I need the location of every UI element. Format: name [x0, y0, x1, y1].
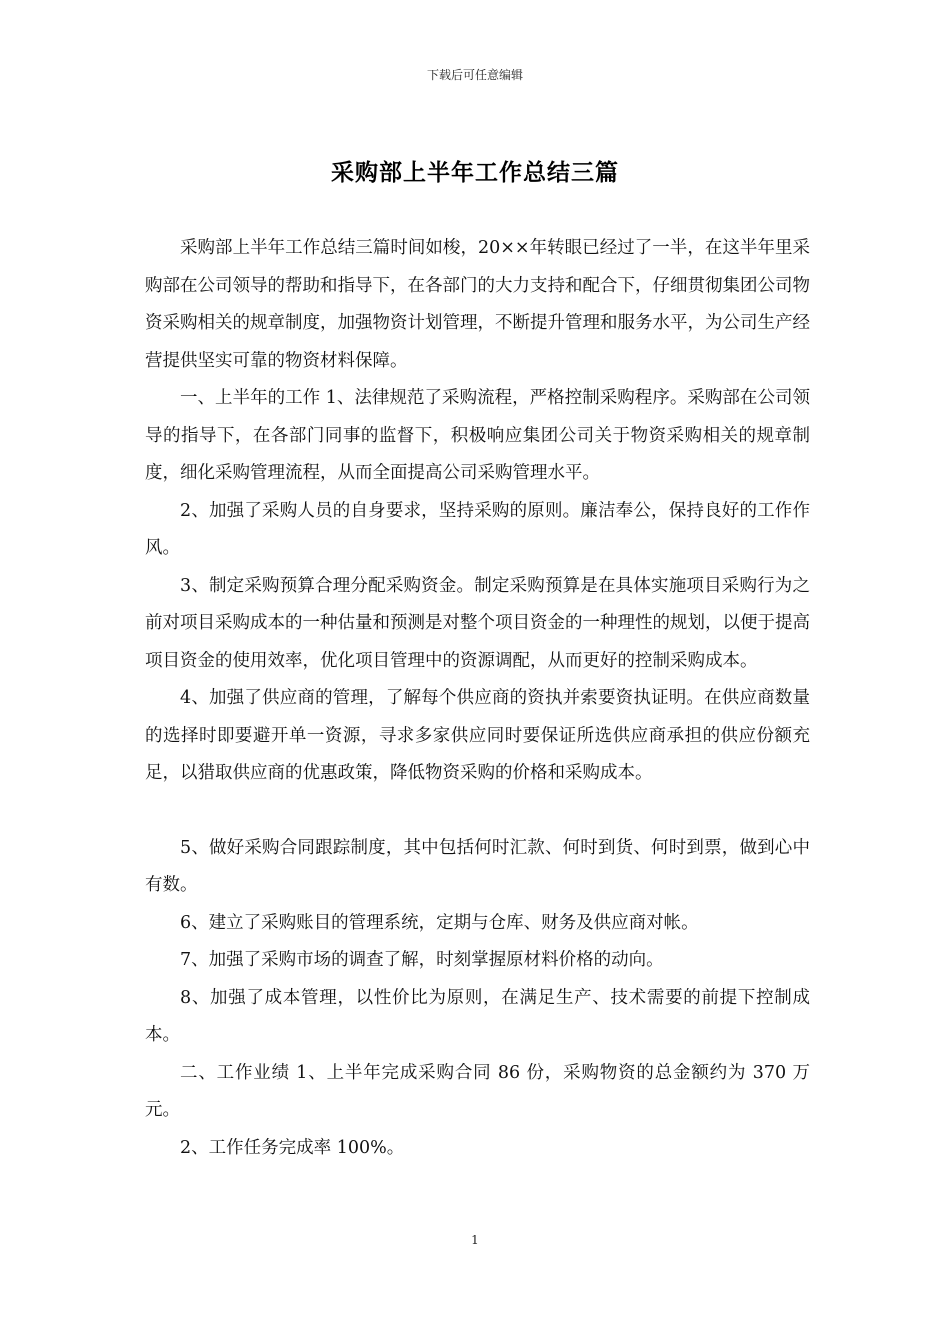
paragraph-item-2: 2、加强了采购人员的自身要求，坚持采购的原则。廉洁奉公，保持良好的工作作风。 [145, 500, 810, 558]
paragraph-section-2-item-2: 2、工作任务完成率 100%。 [180, 1137, 405, 1158]
paragraph-intro: 采购部上半年工作总结三篇时间如梭，20××年转眼已经过了一半，在这半年里采购部在公司领导的帮助和指导下，在各部门的大力支持和配合下，仔细贯彻集团公司物资采购相关的规章制度，加强物资计划管理，不断提升管理和服务水平，为公司生产经营提供坚实可靠的物资材料保障。 [145, 238, 810, 371]
paragraph-section-1-item-1: 一、上半年的工作 1、法律规范了采购流程，严格控制采购程序。采购部在公司领导的指导下，在各部门同事的监督下，积极响应集团公司关于物资采购相关的规章制度，细化采购管理流程，从而全面提高公司采购管理水平。 [145, 388, 810, 483]
paragraph-item-4: 4、加强了供应商的管理，了解每个供应商的资执并索要资执证明。在供应商数量的选择时即要避开单一资源，寻求多家供应同时要保证所选供应商承担的供应份额充足，以猎取供应商的优惠政策，降低物资采购的价格和采购成本。 [145, 688, 810, 783]
paragraph-item-3: 3、制定采购预算合理分配采购资金。制定采购预算是在具体实施项目采购行为之前对项目采购成本的一种估量和预测是对整个项目资金的一种理性的规划，以便于提高项目资金的使用效率，优化项目管理中的资源调配，从而更好的控制采购成本。 [145, 575, 810, 671]
paragraph-item-5: 5、做好采购合同跟踪制度，其中包括何时汇款、何时到货、何时到票，做到心中有数。 [145, 837, 810, 895]
header-note: 下载后可任意编辑 [426, 68, 523, 82]
paragraph-item-8: 8、加强了成本管理，以性价比为原则，在满足生产、技术需要的前提下控制成本。 [145, 987, 810, 1045]
document-body [145, 230, 810, 1167]
paragraph-item-6: 6、建立了采购账目的管理系统，定期与仓库、财务及供应商对帐。 [180, 912, 699, 933]
paragraph-section-2-item-1: 二、工作业绩 1、上半年完成采购合同 86 份，采购物资的总金额约为 370 万元。 [145, 1062, 810, 1120]
paragraph-item-7: 7、加强了采购市场的调查了解，时刻掌握原材料价格的动向。 [180, 950, 664, 970]
page-number: 1 [471, 1233, 479, 1247]
document-title: 采购部上半年工作总结三篇 [331, 160, 619, 186]
